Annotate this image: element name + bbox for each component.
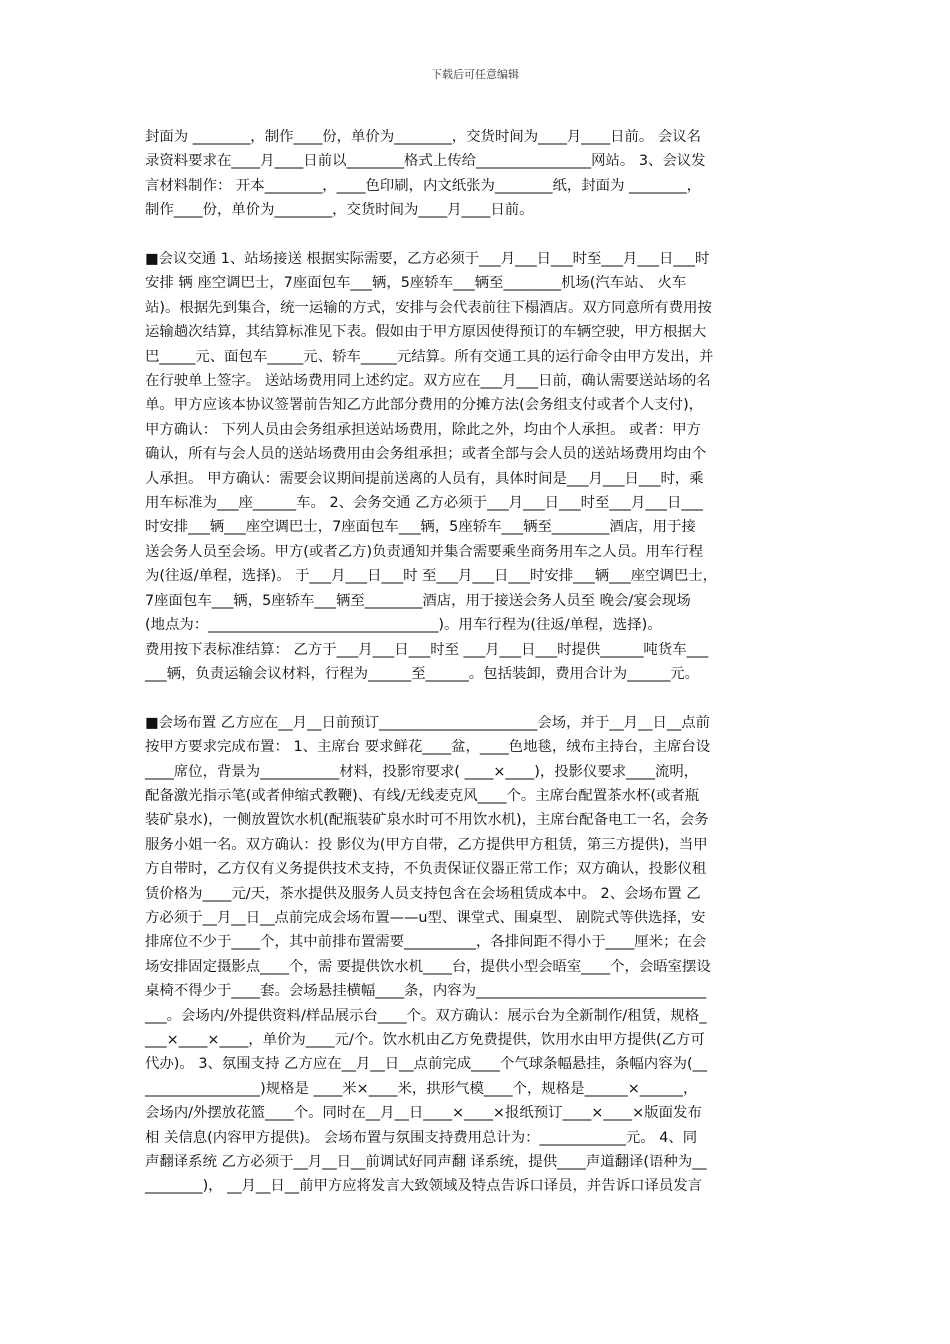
text-line: 确认，所有与会人员的送站场费用由会务组承担；或者全部与会人员的送站场费用均由个 [145,446,707,463]
text-line: 排席位不少于____个，其中前排布置需要__________，各排间距不得小于____厘米；在会 [145,934,707,951]
text-line: 声翻译系统 乙方必须于__月__日__前调试好同声翻 译系统，提供____声道翻译(语种为__ [145,1154,707,1171]
text-line: ■会议交通 1、站场接送 根据实际需要，乙方必须于___月___日___时至___月___日___时 [145,251,710,268]
text-line: 送会务人员至会场。甲方(或者乙方)负责通知并集合需要乘坐商务用车之人员。用车行程 [145,543,704,560]
text-line: 赁价格为____元/天，茶水提供及服务人员支持包含在会场租赁成本中。 2、会场布置 乙 [145,885,701,902]
text-line: 7座面包车___辆，5座轿车___辆至________酒店，用于接送会务人员至 晚会/宴会现场 [145,592,691,609]
text-line: ___辆，负责运输会议材料，行程为______至______。包括装卸，费用合计为______元。 [145,665,700,682]
document-body [145,125,825,1199]
text-line: 会场内/外摆放花篮____个。同时在__月__日____×____×报纸预订____×____×版面发布 [145,1105,702,1122]
text-line: 方自带时，乙方仅有义务提供技术支持，不负责保证仪器正常工作；双方确认，投影仪租 [145,861,707,878]
text-line: 甲方确认： 下列人员由会务组承担送站场费用，除此之外，均由个人承担。 或者：甲方 [145,421,701,438]
text-line: ________)， __月__日__前甲方应将发言大致领域及特点告诉口译员，并告诉口译员发言 [145,1178,703,1195]
text-line: ________________)规格是 ____米×____米，拱形气模____个，规格是______×______， [145,1080,698,1097]
text-line: 在行驶单上签字。 送站场费用同上述约定。双方应在___月___日前，确认需要送站场的名 [145,373,711,390]
text-line: 站)。根据先到集合，统一运输的方式，安排与会代表前往下榻酒店。双方同意所有费用按 [145,299,712,316]
text-line: ___。会场内/外提供资料/样品展示台____个。双方确认：展示台为全新制作/租赁，规格_ [145,1007,707,1024]
text-line: 费用按下表标准结算： 乙方于___月___日___时至 ___月___日___时提供______吨货车___ [145,641,709,658]
text-line: 运输趟次结算，其结算标准见下表。假如由于甲方原因使得预订的车辆空驶，甲方根据大 [145,324,707,341]
text-line: 言材料制作： 开本________，____色印刷，内文纸张为________纸，封面为 ________， [145,177,701,194]
text-line: 装矿泉水)，一侧放置饮水机(配瓶装矿泉水时可不用饮水机)，主席台配备电工一名，会务 [145,812,709,829]
text-line: 制作____份，单价为________，交货时间为____月____日前。 [145,202,534,219]
text-line: 时安排___辆___座空调巴士，7座面包车___辆，5座轿车___辆至________酒店，用于接 [145,519,696,536]
text-line: ■会场布置 乙方应在__月__日前预订______________________会场，并于__月__日__点前 [145,714,711,731]
text-line: 单。甲方应该本协议签署前告知乙方此部分费用的分摊方法(会务组支付或者个人支付)， [145,397,704,414]
text-line: 人承担。 甲方确认：需要会议期间提前送离的人员有，具体时间是___月___日___时，乘 [145,470,704,487]
text-line: 场安排固定摄影点____个，需 要提供饮水机____台，提供小型会晤室____个，会晤室摆设 [145,958,711,975]
text-line: 巴_____元、面包车_____元、轿车_____元结算。所有交通工具的运行命令由甲方发出，并 [145,348,714,365]
text-line: (地点为：________________________________)。用车行程为(往返/单程，选择)。 [145,617,662,634]
text-line: 封面为 ________，制作____份，单价为________，交货时间为____月____日前。 会议名 [145,129,701,145]
paragraph-gap [145,223,825,247]
text-line: 配备激光指示笔(或者伸缩式教鞭)、有线/无线麦克风____个。主席台配置茶水杯(或者瓶 [145,787,700,804]
text-line: 方必须于__月__日__点前完成会场布置——u型、课堂式、围桌型、 剧院式等供选择，安 [145,909,706,926]
text-line: 为(往返/单程，选择)。 于___月___日___时 至___月___日___时安排___辆___座空调巴士， [145,568,718,585]
page-header: 下载后可任意编辑 [431,68,519,81]
text-line: ____席位，背景为___________材料，投影帘要求( ____×____)，投影仪要求____流明， [145,763,699,780]
text-line: ___×____×____，单价为____元/个。饮水机由乙方免费提供，饮用水由甲方提供(乙方可 [145,1032,705,1048]
text-line: 服务小姐一名。双方确认：投 影仪为(甲方自带，乙方提供甲方租赁，第三方提供)，当甲 [145,836,708,853]
text-line: 按甲方要求完成布置： 1、主席台 要求鲜花____盆，____色地毯，绒布主持台，主席台设 [145,739,711,756]
text-line: 相 关信息(内容甲方提供)。 会场布置与氛围支持费用总计为：____________元。 4、同 [145,1129,698,1146]
text-line: 安排 辆 座空调巴士，7座面包车___辆，5座轿车___辆至________机场(汽车站、 火车 [145,275,687,292]
text-line: 用车标准为___座______车。 2、会务交通 乙方必须于___月___日___时至___月___日___ [145,495,703,512]
text-line: 代办)。 3、氛围支持 乙方应在__月__日__点前完成____个气球条幅悬挂，条幅内容为(__ [145,1056,707,1073]
paragraph-gap [145,686,825,710]
text-line: 桌椅不得少于____套。会场悬挂横幅____条，内容为________________________________ [145,983,707,1000]
text-line: 录资料要求在____月____日前以________格式上传给________________网站。 3、会议发 [145,153,706,170]
